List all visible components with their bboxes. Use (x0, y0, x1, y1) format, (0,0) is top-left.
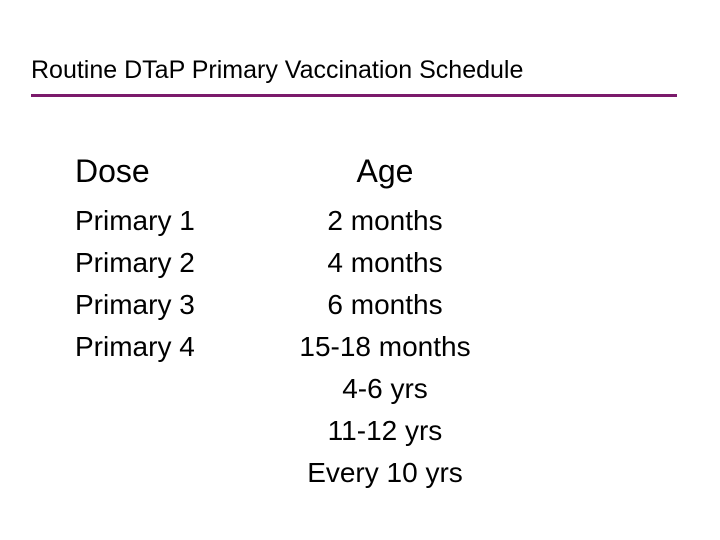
age-item: 4-6 yrs (342, 373, 428, 404)
dose-item: Primary 3 (75, 289, 195, 320)
age-item: 2 months (327, 205, 443, 236)
dose-item: Primary 4 (75, 331, 195, 362)
dose-list (75, 200, 275, 368)
age-item: Every 10 yrs (307, 457, 463, 488)
age-list (250, 200, 520, 494)
dose-item: Primary 1 (75, 205, 195, 236)
age-item: 11-12 yrs (327, 415, 443, 446)
dose-item: Primary 2 (75, 247, 195, 278)
age-item: 15-18 months (299, 331, 471, 362)
slide-title: Routine DTaP Primary Vaccination Schedule (31, 56, 524, 84)
age-item: 6 months (327, 289, 443, 320)
age-item: 4 months (327, 247, 443, 278)
age-header: Age (356, 153, 414, 189)
title-underline (31, 94, 677, 97)
age-column (250, 152, 520, 494)
dose-header: Dose (75, 153, 150, 189)
dose-column (75, 152, 275, 368)
